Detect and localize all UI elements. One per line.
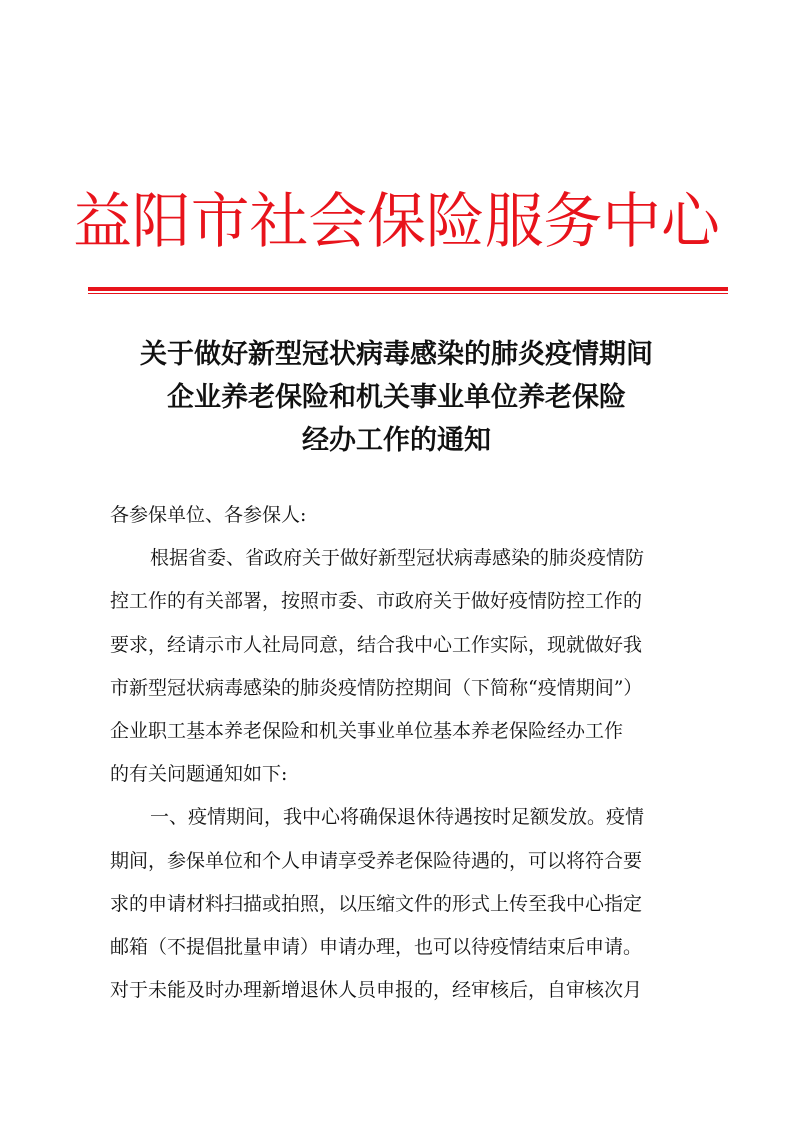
document-title [60,333,733,462]
body-line: 的有关问题通知如下: [110,763,288,786]
letterhead-org-name: 益阳市社会保险服务中心 [73,187,720,257]
body-line: 邮箱（不提倡批量申请）申请办理，也可以待疫情结束后申请。 [110,935,643,958]
letterhead-red-rule-thin [88,293,728,294]
salutation: 各参保单位、各参保人: [110,504,307,526]
body-line: 企业职工基本养老保险和机关事业单位基本养老保险经办工作 [110,719,624,742]
letterhead-red-rule-thick [88,287,728,291]
body-line: 求的申请材料扫描或拍照，以压缩文件的形式上传至我中心指定 [110,892,643,915]
body-line: 对于未能及时办理新增退休人员申报的，经审核后，自审核次月 [110,979,643,1002]
body-line: 控工作的有关部署，按照市委、市政府关于做好疫情防控工作的 [110,590,643,613]
body-line: 一、疫情期间，我中心将确保退休待遇按时足额发放。疫情 [150,806,645,829]
title-line: 关于做好新型冠状病毒感染的肺炎疫情期间 [140,339,653,370]
body-line: 期间，参保单位和个人申请享受养老保险待遇的，可以将符合要 [110,849,643,872]
title-line: 经办工作的通知 [302,425,491,456]
body-line: 根据省委、省政府关于做好新型冠状病毒感染的肺炎疫情防 [150,547,645,570]
body-line: 要求，经请示市人社局同意，结合我中心工作实际，现就做好我 [110,633,643,656]
document-body [110,494,710,1012]
body-line: 市新型冠状病毒感染的肺炎疫情防控期间（下简称“疫情期间”） [110,676,643,699]
title-line: 企业养老保险和机关事业单位养老保险 [167,382,626,413]
